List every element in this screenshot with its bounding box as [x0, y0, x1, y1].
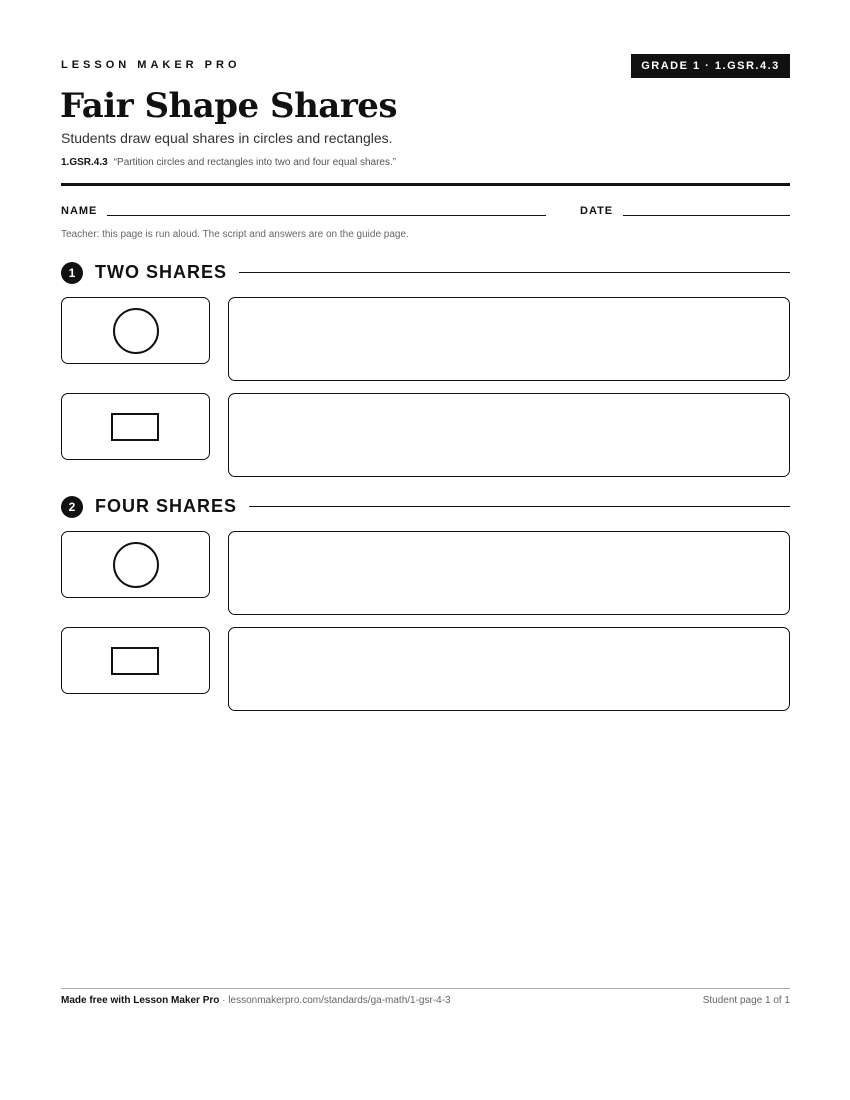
name-field[interactable] — [107, 215, 546, 216]
teacher-note: Teacher: this page is run aloud. The script and answers are on the guide page. — [61, 229, 409, 240]
answer-box[interactable] — [228, 297, 790, 381]
rectangle-shape — [111, 413, 159, 441]
section-number-badge: 2 — [61, 496, 83, 518]
date-label: DATE — [580, 205, 614, 217]
footer-url-link[interactable]: lessonmakerpro.com/standards/ga-math/1-gsr-4-3 — [228, 995, 451, 1006]
shape-card-circle — [61, 531, 210, 598]
brand-name: LESSON MAKER PRO — [61, 59, 241, 71]
worksheet-subtitle: Students draw equal shares in circles and rectangles. — [61, 130, 393, 146]
footer-credit — [61, 995, 451, 1006]
rectangle-shape — [111, 647, 159, 675]
section-title: TWO SHARES — [95, 260, 239, 284]
date-field[interactable] — [623, 215, 790, 216]
standard-line — [61, 157, 396, 168]
footer-made-with: Made free with Lesson Maker Pro — [61, 995, 220, 1006]
circle-shape — [113, 542, 159, 588]
circle-shape — [113, 308, 159, 354]
section-1-heading — [61, 260, 790, 284]
name-label: NAME — [61, 205, 98, 217]
standard-code: 1.GSR.4.3 — [61, 157, 108, 168]
footer-page-number: Student page 1 of 1 — [702, 995, 790, 1006]
standard-quote: “Partition circles and rectangles into two and four equal shares.” — [113, 157, 397, 168]
section-title: FOUR SHARES — [95, 494, 249, 518]
footer-divider — [61, 988, 790, 989]
answer-box[interactable] — [228, 531, 790, 615]
shape-card-rectangle — [61, 627, 210, 694]
answer-box[interactable] — [228, 627, 790, 711]
worksheet-title: Fair Shape Shares — [60, 86, 398, 126]
answer-box[interactable] — [228, 393, 790, 477]
shape-card-rectangle — [61, 393, 210, 460]
header-divider — [61, 183, 790, 186]
section-2-heading — [61, 494, 790, 518]
shape-card-circle — [61, 297, 210, 364]
footer-separator: · — [219, 995, 229, 1006]
grade-badge: GRADE 1 · 1.GSR.4.3 — [631, 54, 790, 78]
section-number-badge: 1 — [61, 262, 83, 284]
